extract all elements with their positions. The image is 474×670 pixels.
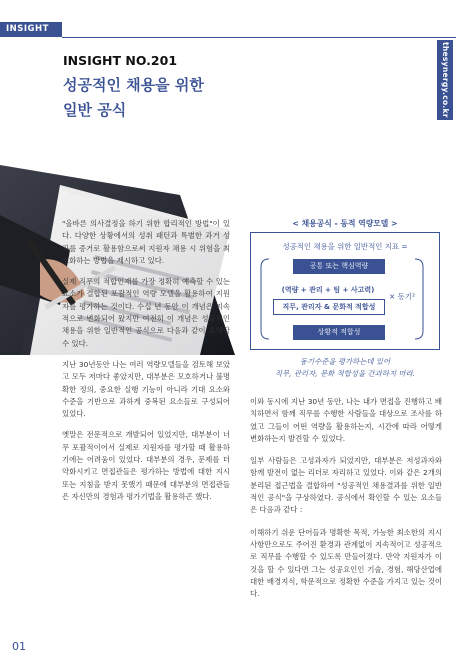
- right-paragraph: 이해하기 쉬운 단어들과 명확한 목적, 가능한 최소한의 지시사항만으로도 주어진 환경과 관계없이 지속적이고 성공적으로 직무를 수행할 수 있도록 만들어졌다. 만약 지원자가 이것을 할 수 있다면 그는 성공요인인 기술, 경험, 해당산업에 대한 배경지식, 학문적으로 정확한 수준을 가지고 있는 것이다.: [250, 527, 442, 599]
- formula-inner-sum: (역량 + 관리 + 팀 + 사고력): [273, 283, 383, 297]
- title-line-2: 일반 공식: [63, 101, 127, 119]
- left-paragraph: 옛말은 전문적으로 개발되어 있었지만, 대부분이 너무 포괄적이어서 실제로 지원자를 평가할 때 활용하기에는 어려움이 있었다. 대부분의 경우, 문제를 더 악화시키고 면접관들은 평가하는 방법에 대한 지시 또는 지침을 받지 못했기 때문에 대부분의 면접관들은 자신만의 경험과 평가기법을 활용하곤 했다.: [62, 430, 230, 501]
- right-paragraph: 이와 동시에 지난 30년 동안, 나는 내가 면접을 진행하고 배치하면서 함께 직무를 수행한 사람들을 대상으로 조사를 하였고 그들이 어떤 역량을 활용하는지, 시간에 따라 어떻게 변화하는지 발견할 수 있었다.: [250, 397, 442, 443]
- fit-box: 직무, 관리자 & 문화적 적합성: [273, 299, 385, 315]
- insight-tag: INSIGHT: [0, 22, 62, 37]
- left-paragraph: "올바른 의사결정을 하기 위한 합리적인 방법"이 있다. 다양한 상황에서의 성취 패턴과 특별한 과거 성과를 증거로 활용함으로써 지원자 채용 시 위험을 최소화하는 방법을 제시하고 있다.: [62, 219, 230, 265]
- caption-line-2: 직무, 관리자, 문화 적합성을 간과하지 마라.: [274, 369, 416, 378]
- side-url-label[interactable]: thesynergy.co.kr: [437, 40, 453, 120]
- situational-fit-box: 상황적 적합성: [293, 325, 385, 340]
- figure-caption: [250, 356, 440, 380]
- title-line-1: 성공적인 채용을 위한: [63, 76, 204, 94]
- motivation-multiplier: × 동기²: [389, 292, 416, 301]
- figure-title: < 채용공식 - 동적 역량모델 >: [292, 219, 398, 228]
- left-paragraph: 실제 직무의 적합인재를 가장 정확히 예측할 수 있는 요소가 결합된 포괄적인 역량 모델을 활용하여 지원자를 평가하는 것이다. 수십 년 동안 이 개념은 지속적으로 변화되어 왔지만 여전히 이 개념은 성공적인 채용을 위한 일반적인 공식으로 다음과 같이 요약할 수 있다.: [62, 277, 230, 348]
- issue-number: INSIGHT NO.201: [63, 53, 178, 68]
- header-rule: [62, 37, 456, 38]
- page-number: 01: [12, 640, 26, 653]
- left-column: [62, 218, 230, 512]
- left-paragraph: 지난 30년동안 나는 여러 역량모델들을 검토해 보았고 모두 저마다 좋았지만, 대부분은 모호하거나 불명확한 정의, 중요한 실행 기능이 아니라 기대 요소와 수준을 기반으로 과하게 중복된 요소들로 구성되어 있었다.: [62, 359, 230, 419]
- article-title: [63, 73, 204, 123]
- caption-line-1: 동기수준을 평가하는데 있어: [299, 357, 391, 366]
- figure-box-title: 성공적인 채용을 위한 일반적인 지표 =: [282, 242, 408, 251]
- right-column: [250, 396, 442, 610]
- core-competency-box: 공통 또는 핵심역량: [293, 259, 385, 274]
- formula-figure: [250, 232, 440, 350]
- right-paragraph: 일부 사람들은 고성과자가 되었지만, 대부분은 저성과자와 함께 발전이 없는 리더로 자리하고 있었다. 이와 같은 2개의 분리된 접근법을 결합하여 "성공적인 채용결과를 위한 일반적인 공식"을 구상하였다. 공식에서 확인할 수 있는 요소들은 다음과 같다 :: [250, 456, 442, 515]
